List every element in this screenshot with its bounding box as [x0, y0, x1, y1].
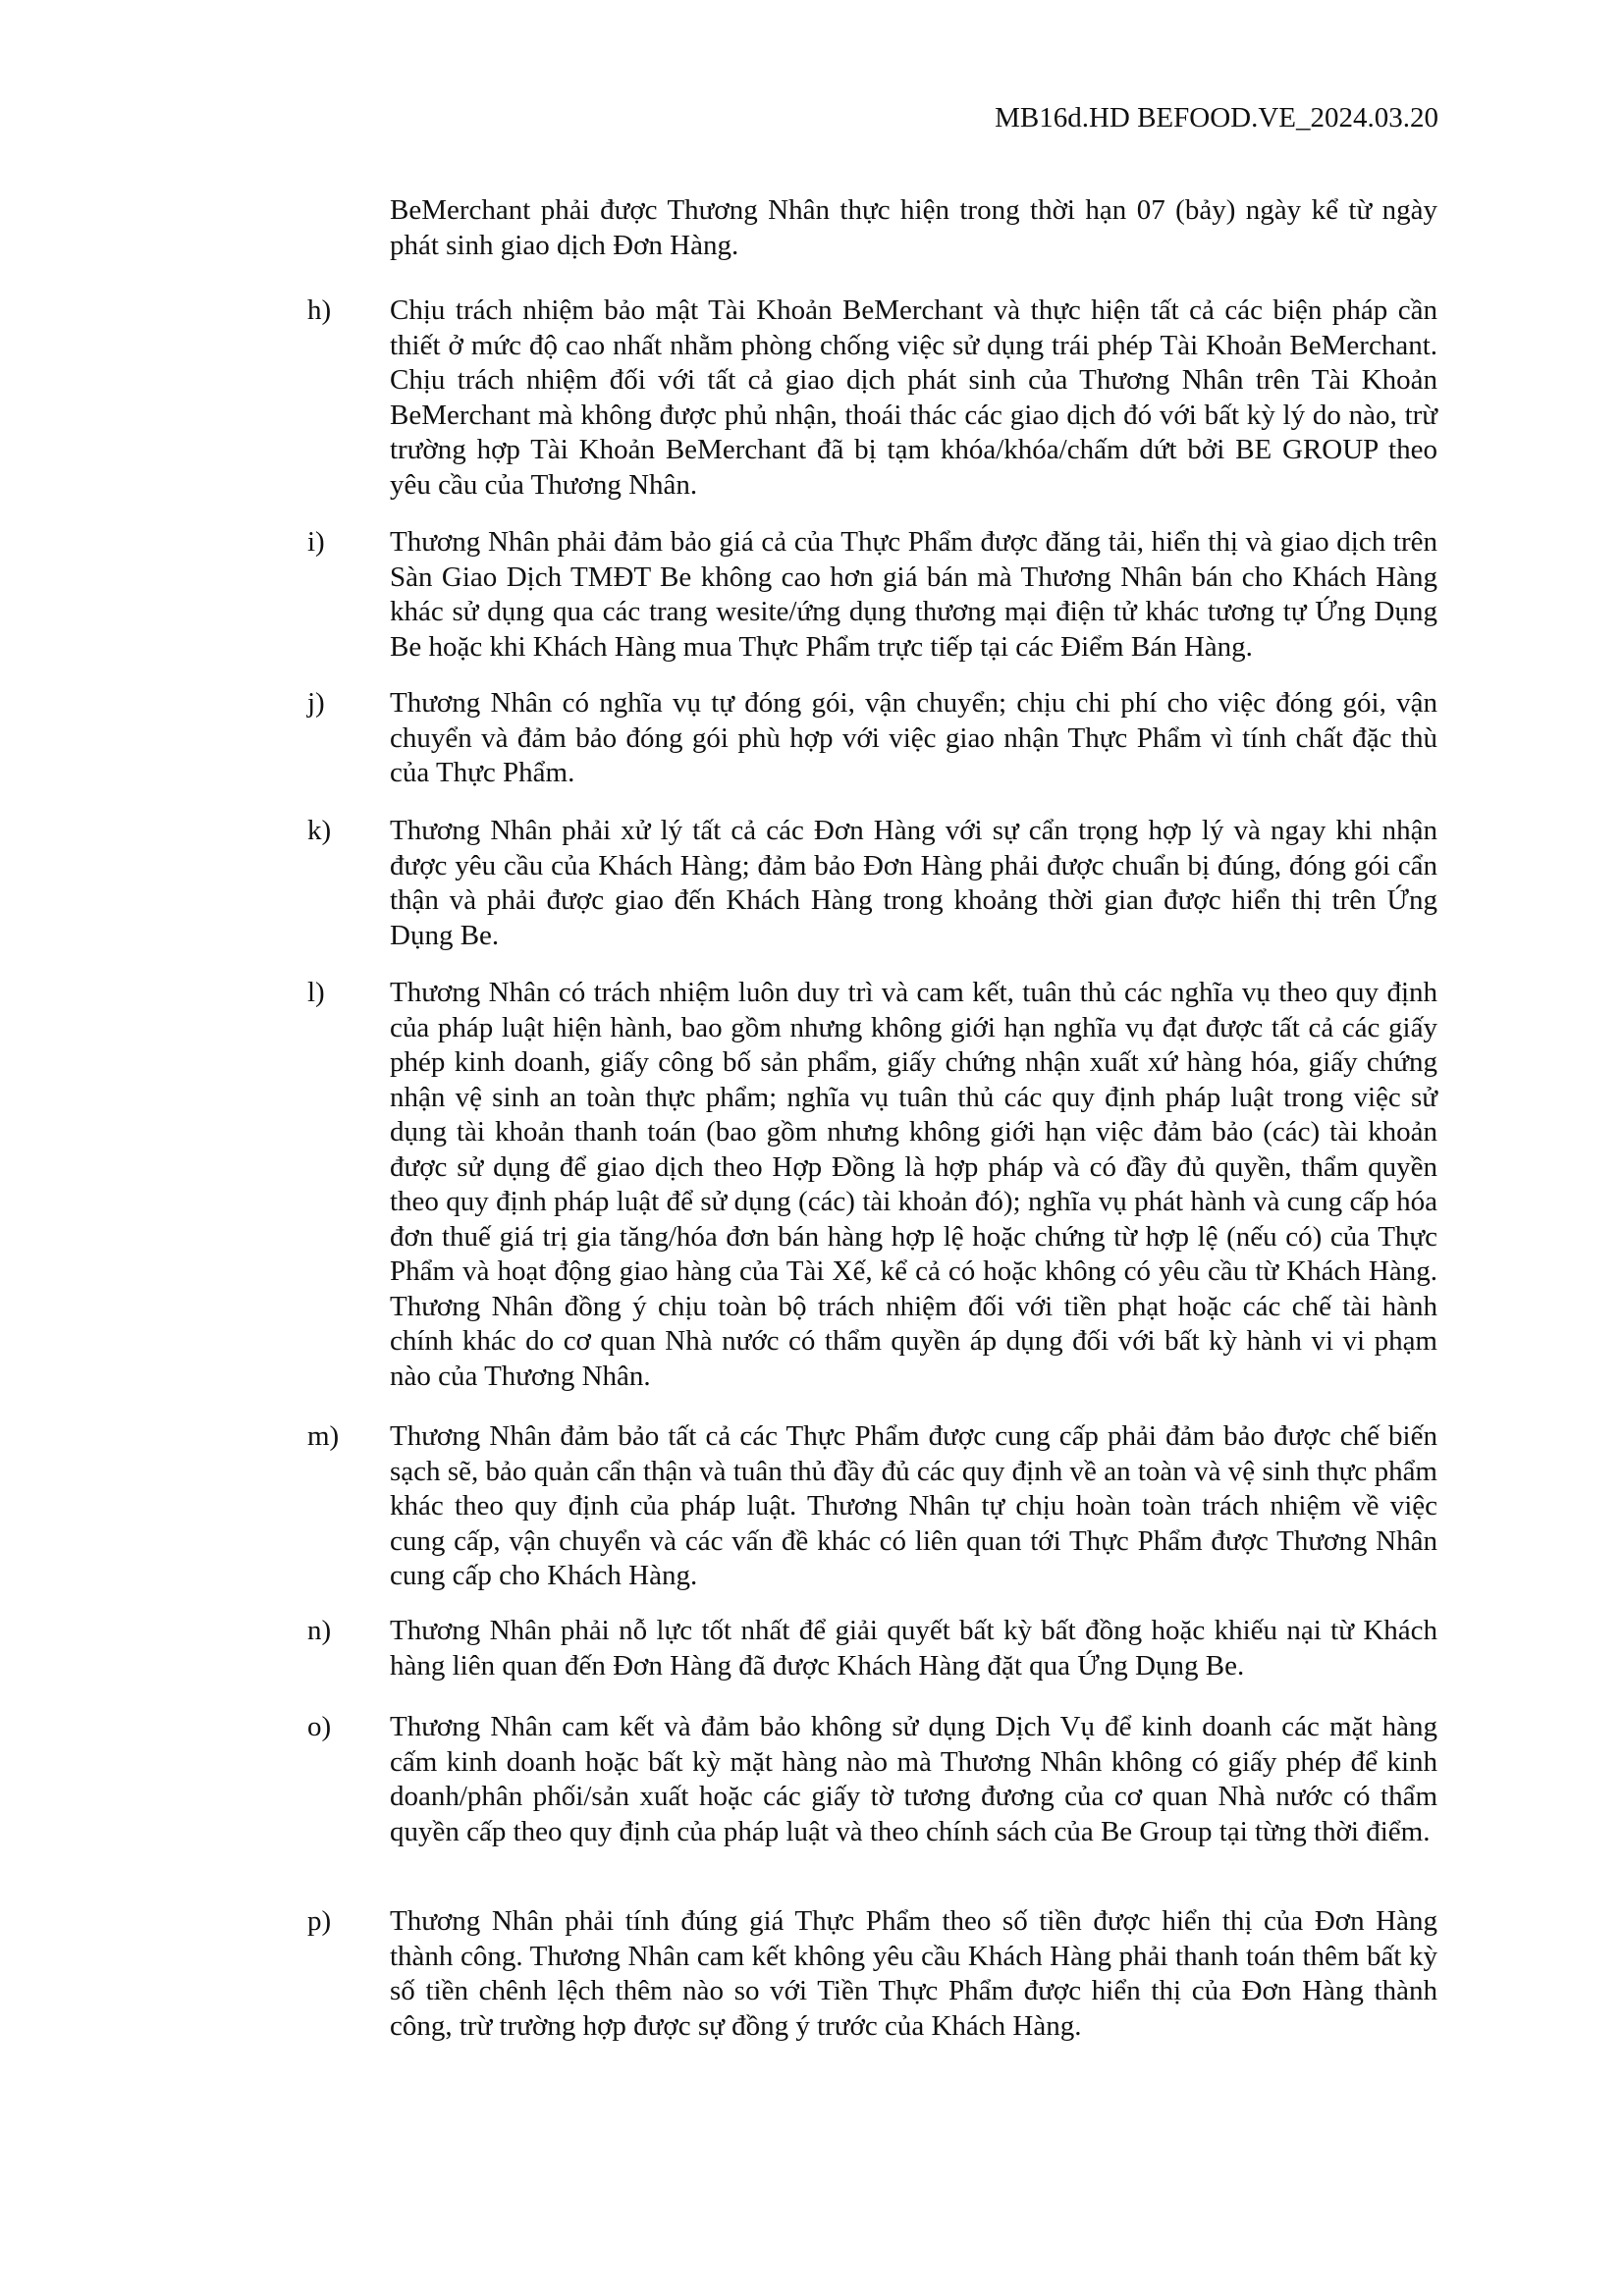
clause-marker: m)	[307, 1420, 340, 1452]
clause-marker: p)	[307, 1905, 332, 1937]
clause-text: Thương Nhân phải đảm bảo giá cả của Thực Phẩm được đăng tải, hiển thị và giao dịch trên Sàn Giao Dịch TMĐT Be không cao hơn giá bán mà Thương Nhân bán cho Khách Hàng khác sử dụng qua các trang wesite/ứng dụng thương mại điện tử khác tương tự Ứng Dụng Be hoặc khi Khách Hàng mua Thực Phẩm trực tiếp tại các Điểm Bán Hàng.	[390, 526, 1437, 663]
clause-marker: i)	[307, 526, 325, 558]
clause-text: Chịu trách nhiệm bảo mật Tài Khoản BeMerchant và thực hiện tất cả các biện pháp cần thiết ở mức độ cao nhất nhằm phòng chống việc sử dụng trái phép Tài Khoản BeMerchant. Chịu trách nhiệm đối với tất cả giao dịch phát sinh của Thương Nhân trên Tài Khoản BeMerchant mà không được phủ nhận, thoái thác các giao dịch đó với bất kỳ lý do nào, trừ trường hợp Tài Khoản BeMerchant đã bị tạm khóa/khóa/chấm dứt bởi BE GROUP theo yêu cầu của Thương Nhân.	[390, 294, 1437, 501]
clause-marker: h)	[307, 294, 332, 326]
clause-text: Thương Nhân phải nỗ lực tốt nhất để giải quyết bất kỳ bất đồng hoặc khiếu nại từ Khách hàng liên quan đến Đơn Hàng đã được Khách Hàng đặt qua Ứng Dụng Be.	[390, 1615, 1437, 1682]
clause-marker: o)	[307, 1711, 332, 1742]
clause-text: Thương Nhân phải xử lý tất cả các Đơn Hàng với sự cẩn trọng hợp lý và ngay khi nhận được yêu cầu của Khách Hàng; đảm bảo Đơn Hàng phải được chuẩn bị đúng, đóng gói cẩn thận và phải được giao đến Khách Hàng trong khoảng thời gian được hiển thị trên Ứng Dụng Be.	[390, 815, 1437, 951]
clause-marker: n)	[307, 1615, 332, 1646]
clause-text: Thương Nhân cam kết và đảm bảo không sử dụng Dịch Vụ để kinh doanh các mặt hàng cấm kinh doanh hoặc bất kỳ mặt hàng nào mà Thương Nhân không có giấy phép để kinh doanh/phân phối/sản xuất hoặc các giấy tờ tương đương của cơ quan Nhà nước có thẩm quyền cấp theo quy định của pháp luật và theo chính sách của Be Group tại từng thời điểm.	[390, 1711, 1437, 1847]
lead-paragraph: BeMerchant phải được Thương Nhân thực hiện trong thời hạn 07 (bảy) ngày kể từ ngày phát sinh giao dịch Đơn Hàng.	[390, 194, 1437, 261]
clause-text: Thương Nhân có trách nhiệm luôn duy trì và cam kết, tuân thủ các nghĩa vụ theo quy định của pháp luật hiện hành, bao gồm nhưng không giới hạn nghĩa vụ đạt được tất cả các giấy phép kinh doanh, giấy công bố sản phẩm, giấy chứng nhận xuất xứ hàng hóa, giấy chứng nhận vệ sinh an toàn thực phẩm; nghĩa vụ tuân thủ các quy định pháp luật trong việc sử dụng tài khoản thanh toán (bao gồm nhưng không giới hạn việc đảm bảo (các) tài khoản được sử dụng để giao dịch theo Hợp Đồng là hợp pháp và có đầy đủ quyền, thẩm quyền theo quy định pháp luật để sử dụng (các) tài khoản đó); nghĩa vụ phát hành và cung cấp hóa đơn thuế giá trị gia tăng/hóa đơn bán hàng hợp lệ hoặc chứng từ hợp lệ (nếu có) của Thực Phẩm và hoạt động giao hàng của Tài Xế, kể cả có hoặc không có yêu cầu từ Khách Hàng. Thương Nhân đồng ý chịu toàn bộ trách nhiệm đối với tiền phạt hoặc các chế tài hành chính khác do cơ quan Nhà nước có thẩm quyền áp dụng đối với bất kỳ hành vi vi phạm nào của Thương Nhân.	[390, 977, 1437, 1392]
clause-marker: j)	[307, 687, 325, 719]
clause-marker: k)	[307, 815, 332, 846]
clause-text: Thương Nhân có nghĩa vụ tự đóng gói, vận chuyển; chịu chi phí cho việc đóng gói, vận chuyển và đảm bảo đóng gói phù hợp với việc giao nhận Thực Phẩm vì tính chất đặc thù của Thực Phẩm.	[390, 687, 1437, 788]
clause-marker: l)	[307, 977, 325, 1008]
clause-text: Thương Nhân phải tính đúng giá Thực Phẩm theo số tiền được hiển thị của Đơn Hàng thành công. Thương Nhân cam kết không yêu cầu Khách Hàng phải thanh toán thêm bất kỳ số tiền chênh lệch thêm nào so với Tiền Thực Phẩm được hiển thị của Đơn Hàng thành công, trừ trường hợp được sự đồng ý trước của Khách Hàng.	[390, 1905, 1437, 2042]
document-code: MB16d.HD BEFOOD.VE_2024.03.20	[995, 102, 1438, 133]
clause-text: Thương Nhân đảm bảo tất cả các Thực Phẩm được cung cấp phải đảm bảo được chế biến sạch sẽ, bảo quản cẩn thận và tuân thủ đầy đủ các quy định về an toàn và vệ sinh thực phẩm khác theo quy định của pháp luật. Thương Nhân tự chịu hoàn toàn trách nhiệm về việc cung cấp, vận chuyển và các vấn đề khác có liên quan tới Thực Phẩm được Thương Nhân cung cấp cho Khách Hàng.	[390, 1420, 1437, 1591]
